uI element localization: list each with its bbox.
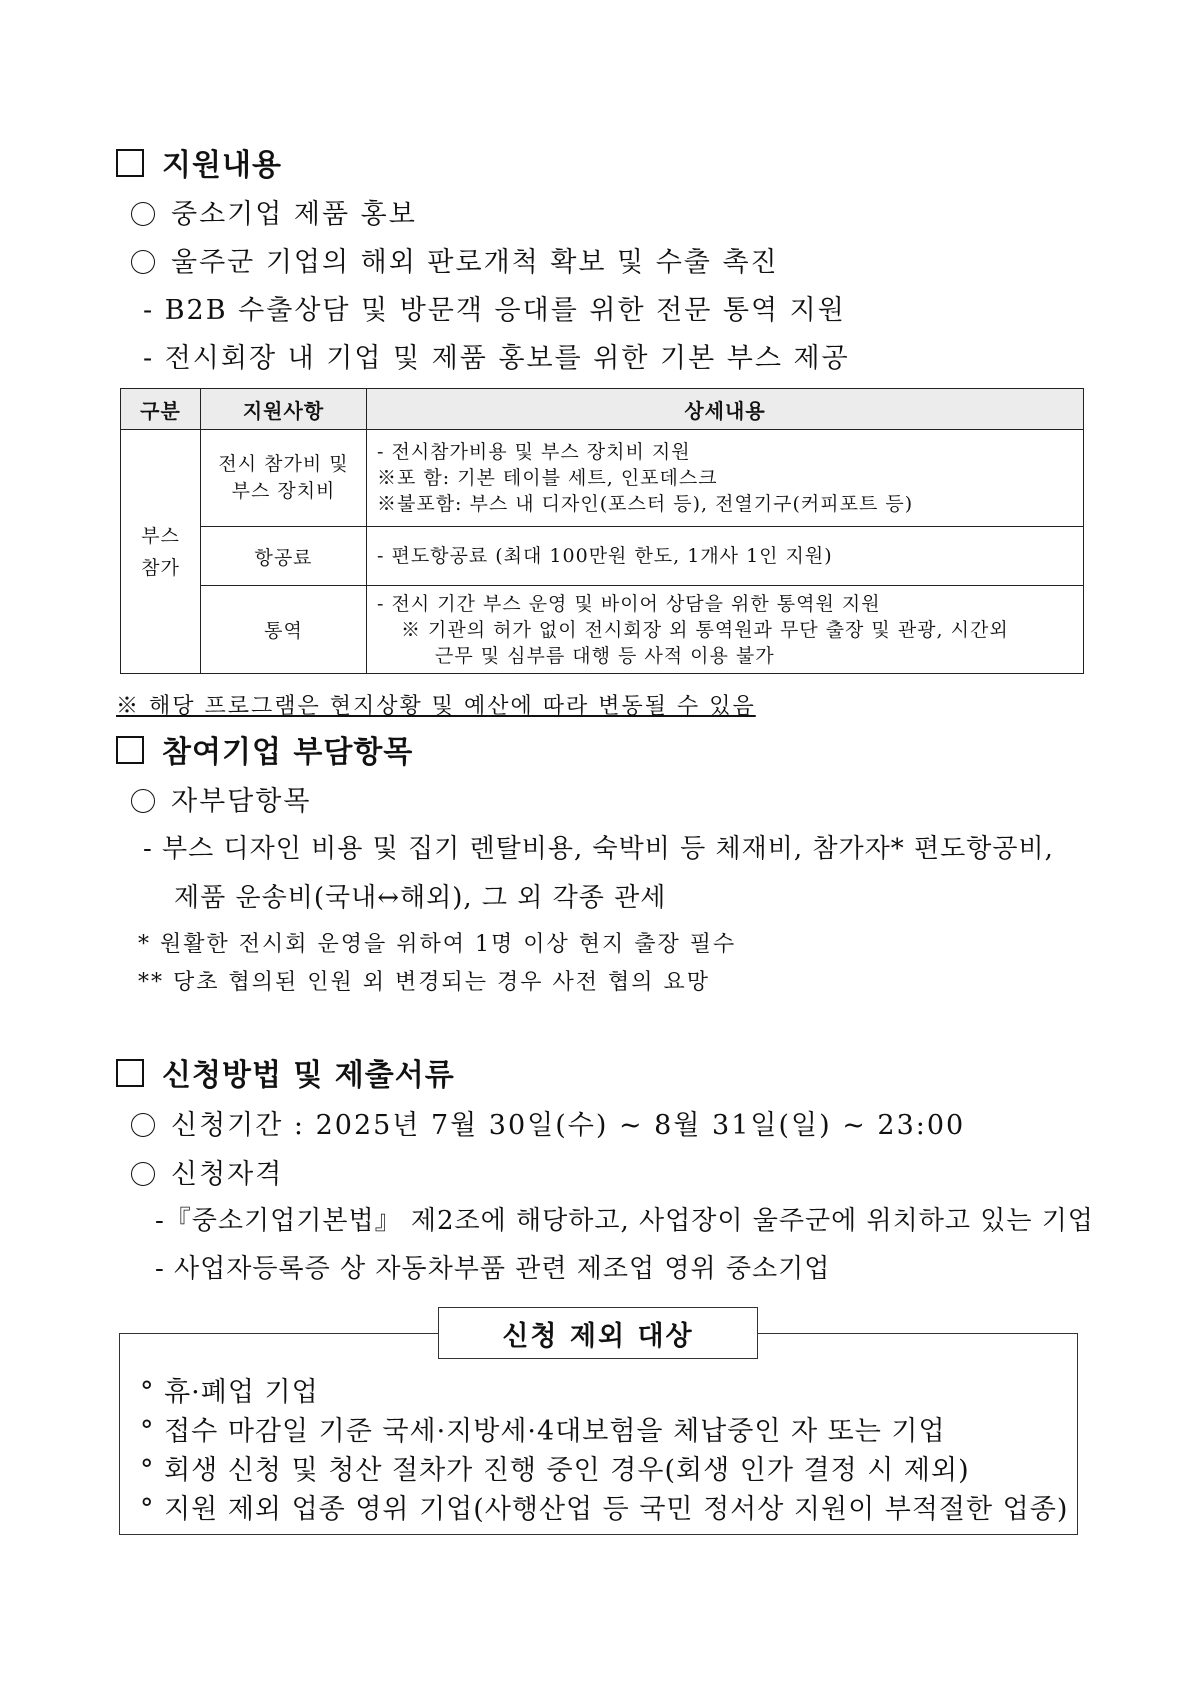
apply-sub-1: -『중소기업기본법』 제2조에 해당하고, 사업장이 울주군에 위치하고 있는 기업 xyxy=(155,1206,1094,1236)
detail-cell xyxy=(367,430,1084,527)
section-heading-apply xyxy=(116,1050,455,1094)
detail-line: ※불포함: 부스 내 디자인(포스터 등), 전열기구(커피포트 등) xyxy=(377,493,914,515)
table-header-row xyxy=(121,389,1084,430)
exclusion-item: ° 휴·폐업 기업 xyxy=(140,1377,319,1408)
burden-bullet-1 xyxy=(131,779,311,818)
exclusion-item: ° 회생 신청 및 청산 절차가 진행 중인 경우(회생 인가 결정 시 제외) xyxy=(140,1455,970,1486)
exclusion-title: 신청 제외 대상 xyxy=(438,1307,758,1359)
support-sub-2: - 전시회장 내 기업 및 제품 홍보를 위한 기본 부스 제공 xyxy=(143,343,850,374)
detail-line: ※포 함: 기본 테이블 세트, 인포데스크 xyxy=(377,467,718,489)
burden-sub-1-cont: 제품 운송비(국내↔해외), 그 외 각종 관세 xyxy=(174,883,667,913)
detail-line: - 전시참가비용 및 부스 장치비 지원 xyxy=(377,441,691,463)
detail-cell xyxy=(367,527,1084,586)
support-table xyxy=(120,388,1084,674)
circle-bullet-icon xyxy=(131,202,155,226)
checkbox-square-icon xyxy=(116,149,144,177)
exclusion-item: ° 지원 제외 업종 영위 기업(사행산업 등 국민 정서상 지원이 부적절한 업종) xyxy=(140,1494,1069,1525)
section-heading-burden xyxy=(116,727,413,771)
table-note-text: ※ 해당 프로그램은 현지상황 및 예산에 따라 변동될 수 있음 xyxy=(116,694,756,719)
bullet-text: 자부담항목 xyxy=(171,786,312,817)
bullet-text: 울주군 기업의 해외 판로개척 확보 및 수출 촉진 xyxy=(171,247,779,278)
item-text: 전시 참가비 및 xyxy=(218,453,349,475)
checkbox-square-icon xyxy=(116,1059,144,1087)
category-text: 부스 xyxy=(141,524,180,547)
circle-bullet-icon xyxy=(131,250,155,274)
table-row xyxy=(121,586,1084,674)
apply-sub-2: - 사업자등록증 상 자동차부품 관련 제조업 영위 중소기업 xyxy=(155,1254,831,1284)
bullet-text: 신청기간 : 2025년 7월 30일(수) ~ 8월 31일(일) ~ 23:00 xyxy=(171,1110,966,1141)
burden-note-2: ** 당초 협의된 인원 외 변경되는 경우 사전 협의 요망 xyxy=(138,970,710,995)
category-cell xyxy=(121,430,201,674)
bullet-text: 중소기업 제품 홍보 xyxy=(171,199,417,230)
header-item: 지원사항 xyxy=(201,389,367,430)
section-title: 지원내용 xyxy=(162,148,282,183)
section-title: 참여기업 부담항목 xyxy=(162,735,414,770)
exclusion-item: ° 접수 마감일 기준 국세·지방세·4대보험을 체납중인 자 또는 기업 xyxy=(140,1416,946,1447)
header-details: 상세내용 xyxy=(367,389,1084,430)
apply-bullet-1 xyxy=(131,1103,965,1142)
circle-bullet-icon xyxy=(131,1113,155,1137)
checkbox-square-icon xyxy=(116,736,144,764)
section-heading-support xyxy=(116,140,282,184)
detail-line: - 전시 기간 부스 운영 및 바이어 상담을 위한 통역원 지원 xyxy=(377,592,881,615)
item-cell: 항공료 xyxy=(201,527,367,586)
support-bullet-2 xyxy=(131,240,779,279)
apply-bullet-2 xyxy=(131,1152,283,1191)
detail-line: - 편도항공료 (최대 100만원 한도, 1개사 1인 지원) xyxy=(377,545,833,567)
section-title: 신청방법 및 제출서류 xyxy=(162,1058,455,1093)
item-cell: 통역 xyxy=(201,586,367,674)
category-text: 참가 xyxy=(141,556,180,579)
support-sub-1: - B2B 수출상담 및 방문객 응대를 위한 전문 통역 지원 xyxy=(143,295,846,326)
detail-line: ※ 기관의 허가 없이 전시회장 외 통역원과 무단 출장 및 관광, 시간외 xyxy=(401,618,1009,641)
detail-line: 근무 및 심부름 대행 등 사적 이용 불가 xyxy=(435,644,775,667)
circle-bullet-icon xyxy=(131,789,155,813)
bullet-text: 신청자격 xyxy=(171,1159,284,1190)
support-bullet-1 xyxy=(131,192,417,231)
burden-note-1: * 원활한 전시회 운영을 위하여 1명 이상 현지 출장 필수 xyxy=(138,932,737,957)
burden-sub-1: - 부스 디자인 비용 및 집기 렌탈비용, 숙박비 등 체재비, 참가자* 편도항공비, xyxy=(143,834,1054,864)
item-text: 부스 장치비 xyxy=(231,480,336,502)
table-note xyxy=(116,689,756,720)
item-cell xyxy=(201,430,367,527)
circle-bullet-icon xyxy=(131,1162,155,1186)
detail-cell xyxy=(367,586,1084,674)
table-row xyxy=(121,527,1084,586)
table-row xyxy=(121,430,1084,527)
header-category: 구분 xyxy=(121,389,201,430)
